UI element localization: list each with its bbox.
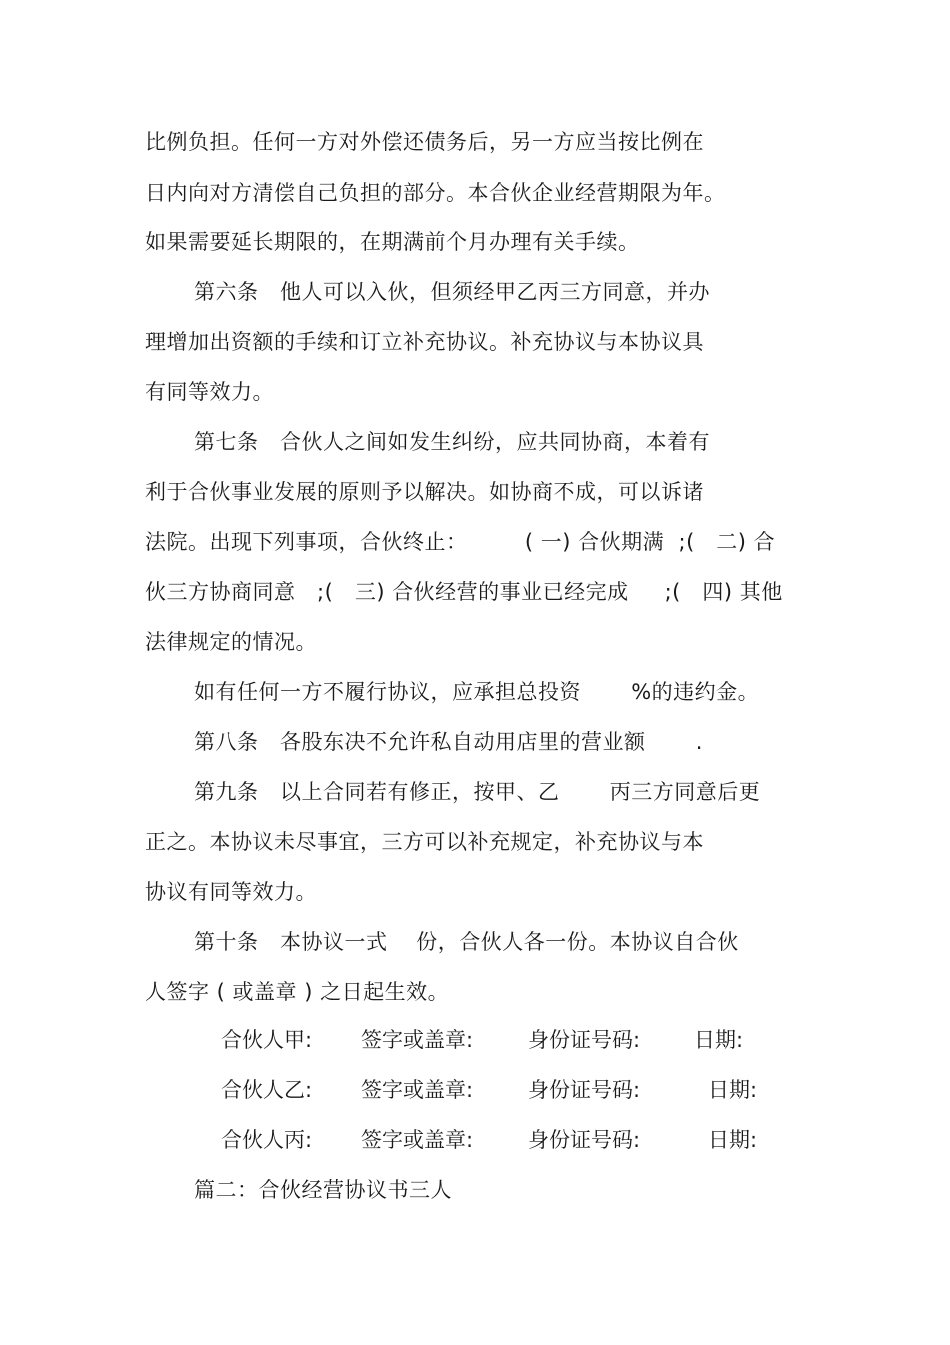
signature-id-label: 身份证号码: xyxy=(528,1128,641,1152)
text-line: 如果需要延长期限的，在期满前个月办理有关手续。 xyxy=(145,230,640,254)
signature-sign-label: 签字或盖章: xyxy=(361,1078,474,1102)
signature-date-label: 日期: xyxy=(694,1028,744,1052)
signature-party-label: 合伙人丙: xyxy=(221,1128,313,1152)
signature-sign-label: 签字或盖章: xyxy=(361,1128,474,1152)
article-8-line: 第八条 各股东决不允许私自动用店里的营业额 . xyxy=(194,730,703,754)
article-7-line: 第七条 合伙人之间如发生纠纷，应共同协商，本着有 xyxy=(194,430,711,454)
article-6-line: 第六条 他人可以入伙，但须经甲乙丙三方同意，并办 xyxy=(194,280,711,304)
text-line: 利于合伙事业发展的原则予以解决。如协商不成，可以诉诸 xyxy=(145,480,704,504)
text-line: 理增加出资额的手续和订立补充协议。补充协议与本协议具 xyxy=(145,330,704,354)
breach-clause-line: 如有任何一方不履行协议，应承担总投资 %的违约金。 xyxy=(194,680,760,704)
signature-party-label: 合伙人乙: xyxy=(221,1078,313,1102)
signature-date-label: 日期: xyxy=(708,1128,758,1152)
article-9-line: 第九条 以上合同若有修正，按甲、乙 丙三方同意后更 xyxy=(194,780,761,804)
text-line: 日内向对方清偿自己负担的部分。本合伙企业经营期限为年。 xyxy=(145,181,726,205)
signature-id-label: 身份证号码: xyxy=(528,1028,641,1052)
article-10-line: 第十条 本协议一式 份，合伙人各一份。本协议自合伙 xyxy=(194,930,739,954)
text-line: 法律规定的情况。 xyxy=(145,630,317,654)
signature-id-label: 身份证号码: xyxy=(528,1078,641,1102)
signature-date-label: 日期: xyxy=(708,1078,758,1102)
signature-party-label: 合伙人甲: xyxy=(221,1028,313,1052)
text-line: 比例负担。任何一方对外偿还债务后，另一方应当按比例在 xyxy=(145,130,704,154)
text-line: 有同等效力。 xyxy=(145,380,274,404)
text-line: 法院。出现下列事项，合伙终止： ( 一) 合伙期满 ;( 二) 合 xyxy=(145,530,776,554)
text-line: 伙三方协商同意 ;( 三) 合伙经营的事业已经完成 ;( 四) 其他 xyxy=(145,580,783,604)
signature-sign-label: 签字或盖章: xyxy=(361,1028,474,1052)
section-heading: 篇二：合伙经营协议书三人 xyxy=(194,1178,452,1202)
text-line: 人签字 ( 或盖章 ) 之日起生效。 xyxy=(145,980,450,1004)
text-line: 正之。本协议未尽事宜，三方可以补充规定，补充协议与本 xyxy=(145,830,704,854)
text-line: 协议有同等效力。 xyxy=(145,880,317,904)
